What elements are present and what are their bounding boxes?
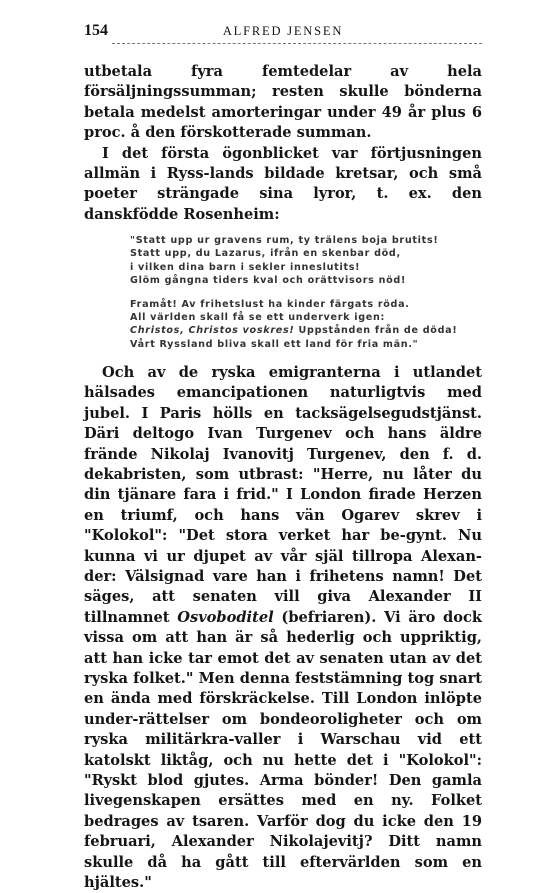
paragraph-emigrants (84, 363, 482, 893)
poem-italic-greeting: Christos, Christos voskres! (130, 325, 295, 337)
running-head (84, 20, 482, 42)
poem-line: i vilken dina barn i sekler inneslutits! (130, 261, 361, 273)
paragraph-continuation: utbetala fyra femtedelar av hela försäljningssumman; resten skulle bönderna betala medelst amorteringar under 49 år plus 6 proc. å den förskotterade summan. (84, 63, 482, 142)
poem-line: All världen skall få se ett underverk igen: (130, 312, 386, 324)
paragraph-intro-poem: I det första ögonblicket var förtjusningen allmän i Ryss-lands bildade kretsar, och små poeter strängade sina lyror, t. ex. den danskfödde Rosenheim: (84, 144, 482, 223)
header-rule (112, 43, 482, 44)
poem-line: "Statt upp ur gravens rum, ty trälens boja brutits! (130, 235, 439, 247)
poem-line: Framåt! Av frihetslust ha kinder färgats röda. (130, 299, 410, 311)
paragraph-emigrants-part-1: Och av de ryska emigranterna i utlandet hälsades emancipationen naturligtvis med jubel. I Paris hölls en tacksägelsegudstjänst. Däri deltogo Ivan Turgenev och hans äldre frände Nikolaj Ivanovitj Turgenev, den f. d. dekabristen, som utbrast: "Herre, nu låter du din tjänare fara i frid." I London firade Herzen en triumf, och hans vän Ogarev skrev i "Kolokol": "Det stora verket har be-gynt. Nu kunna vi ur djupet av vår själ tillropa Alexan-der: Välsignad vare han i frihetens namn! Det säges, att senaten vill giva Alexander II tillnamnet (84, 363, 482, 626)
running-head-author: ALFRED JENSEN (222, 24, 344, 38)
italic-term: Osvoboditel (177, 608, 274, 626)
body-text (84, 62, 482, 893)
poem-line-rest: Uppstånden från de döda! (294, 325, 458, 337)
paragraph-emigrants-part-2: (befriaren). Vi äro dock vissa om att han är så hederlig och uppriktig, att han icke tar emot det av senaten utan av det ryska folket." Men denna feststämning tog snart en ända med förskräckelse. Till London inlöpte under-rättelser om bondeoroligheter och om ryska militärkra-valler i Warschau vid ett katolskt liktåg, och nu hette det i "Kolokol": "Ryskt blod gjutes. Arma bönder! Den gamla livegenskapen ersättes med en ny. Folket bedrages av tsaren. Varför dog du icke den 19 februari, Alexander Nikolajevitj? Ditt namn skulle då ha gått till eftervärlden som en hjältes." (84, 608, 482, 892)
poem-stanza-1 (130, 234, 482, 287)
poem-stanza-2 (130, 298, 482, 351)
poem-line: Glöm gångna tiders kval och orättvisors nöd! (130, 274, 407, 286)
book-page (84, 20, 482, 893)
poem-line: Vårt Ryssland bliva skall ett land för fria män." (130, 338, 419, 350)
page-number: 154 (84, 22, 108, 39)
quoted-poem (130, 234, 482, 351)
poem-line-italic-greeting (130, 324, 482, 337)
poem-line: Statt upp, du Lazarus, ifrån en skenbar död, (130, 248, 401, 260)
